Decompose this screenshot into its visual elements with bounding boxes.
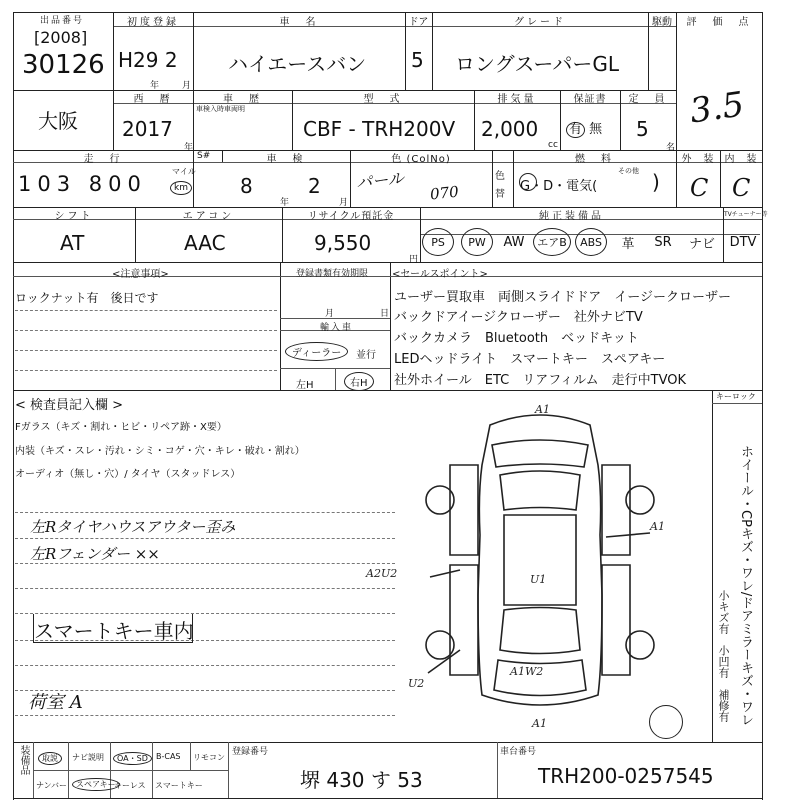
history-note: 車検入時車両明 xyxy=(196,105,245,113)
model-name-label: 車 名 xyxy=(279,17,319,28)
year-unit-2: 年 xyxy=(184,143,194,153)
manual-item: 取説 xyxy=(38,752,62,765)
equip-dtv: DTV xyxy=(729,234,757,250)
hand-note-2: 左Rフェンダー ×× xyxy=(30,545,160,563)
keyless-item: キーレス xyxy=(114,781,146,790)
model-code: CBF - TRH200V xyxy=(303,117,456,141)
shift-label: シフト xyxy=(54,211,94,222)
chassis-label: 車台番号 xyxy=(500,747,537,757)
western-year-label: 西 暦 xyxy=(133,94,173,105)
displacement: 2,000 xyxy=(481,117,539,141)
region: 大阪 xyxy=(38,109,78,133)
rear-window xyxy=(500,608,580,654)
color-hand: パール xyxy=(355,168,405,193)
equip-abs: ABS xyxy=(573,227,609,257)
mileage-label: 走 行 xyxy=(83,154,123,165)
sales-label: <セールスポイント> xyxy=(392,269,488,280)
sales-point: 社外ホイール ETC リアフィルム 走行中TVOK xyxy=(394,373,687,388)
rule-d xyxy=(15,588,395,589)
inspection-line-3: オーディオ（無し・穴）/ タイヤ（スタッドレス） xyxy=(15,469,241,480)
grade-label: グレード xyxy=(514,17,566,28)
score-value: 3.5 xyxy=(687,84,747,132)
color-change: 色替 xyxy=(495,171,505,200)
month-unit-3: 月 xyxy=(339,198,349,208)
tuner-label: TVチューナー等 xyxy=(724,211,768,218)
warranty-label: 保証書 xyxy=(573,94,607,105)
fuel-value: G・D・電気( xyxy=(520,179,598,194)
western-year: 2017 xyxy=(122,117,173,141)
expiry-day: 日 xyxy=(380,309,390,319)
pointer-u2 xyxy=(428,650,460,673)
hood xyxy=(492,440,588,467)
equip-navi: ナビ xyxy=(688,236,715,252)
oa-sd-item: OA・SD xyxy=(113,752,152,765)
parallel: 並行 xyxy=(356,350,376,361)
dealer: ディーラー xyxy=(285,342,348,361)
recycle-value: 9,550 xyxy=(314,231,372,255)
fuel-label: 燃 料 xyxy=(575,154,614,165)
drive-label: 駆動 xyxy=(652,17,672,28)
capacity-unit: 名 xyxy=(666,143,676,153)
rule-g xyxy=(15,665,395,666)
equipment-label: 純正装備品 xyxy=(539,211,604,222)
interior-grade: C xyxy=(732,174,751,202)
roof xyxy=(504,515,576,605)
right-front-side xyxy=(602,465,630,555)
body-outline xyxy=(478,415,602,705)
car-diagram xyxy=(366,403,665,735)
rule-3 xyxy=(15,350,277,351)
sales-point: バックカメラ Bluetooth ベッドキット xyxy=(394,331,639,346)
inspection-year: 8 xyxy=(240,174,253,198)
rule-2 xyxy=(15,330,277,331)
first-reg-value: H29 2 xyxy=(118,48,178,72)
mark-back: A1 xyxy=(532,717,547,730)
exterior-grade: C xyxy=(690,174,709,202)
fuel-g-circle xyxy=(519,173,537,191)
first-reg-label: 初度登録 xyxy=(127,17,179,28)
score-label: 評 価 点 xyxy=(686,17,752,28)
lot-label: 出品番号 xyxy=(40,16,85,26)
lot-prefix: [2008] xyxy=(34,28,88,47)
capacity: 5 xyxy=(636,117,649,141)
fuel-other: その他 xyxy=(618,167,639,175)
mile-label: マイル xyxy=(172,167,196,176)
navi-manual-item: ナビ説明 xyxy=(72,753,104,762)
right-hand: 右H xyxy=(344,372,374,391)
pointer-a2u2 xyxy=(430,570,460,577)
mark-rear: A1W2 xyxy=(510,665,544,678)
number-item: ナンバー xyxy=(36,781,68,790)
mark-left: A2U2 xyxy=(366,567,398,580)
smart-key-note: スマートキー車内 xyxy=(34,619,194,643)
spare-key-item: スペアキー xyxy=(72,778,120,791)
km-label: km xyxy=(170,181,192,195)
key-lock-label: キーロック xyxy=(716,392,756,401)
equip-ps: PS xyxy=(422,227,454,257)
warranty-yes: 有 xyxy=(566,122,585,138)
inspection-label: 車 検 xyxy=(266,154,306,165)
doc-expiry-label: 登録書類有効期限 xyxy=(296,269,369,279)
equip-pw: PW xyxy=(460,227,494,257)
caution-text: ロックナット有 後日です xyxy=(15,291,159,305)
rule-b xyxy=(15,538,395,539)
aircon-label: エアコン xyxy=(182,211,235,222)
windshield xyxy=(500,471,580,510)
shift-value: AT xyxy=(60,231,85,255)
aircon-value: AAC xyxy=(184,231,226,255)
smart-key-box xyxy=(33,614,193,643)
mark-right: A1 xyxy=(650,520,665,533)
sales-point: バックドアイージクローザー 社外ナビTV xyxy=(394,310,643,325)
equip-sr: SR xyxy=(654,234,672,250)
caution-label: <注意事項> xyxy=(112,269,169,280)
doors-value: 5 xyxy=(411,48,424,72)
equip-leather: 革 xyxy=(621,236,635,252)
rule-4 xyxy=(15,370,277,371)
displacement-label: 排気量 xyxy=(497,94,537,105)
smart-key-item: スマートキー xyxy=(155,781,203,790)
month-unit: 月 xyxy=(182,81,192,91)
sales-point: ユーザー買取車 両側スライドドア イージークローザー xyxy=(394,290,731,305)
reg-no: 堺 430 す 53 xyxy=(300,768,423,792)
mileage-value: 103 800 xyxy=(18,172,147,196)
mark-roof: U1 xyxy=(530,573,547,586)
year-unit: 年 xyxy=(150,81,160,91)
fuel-close: ) xyxy=(652,170,660,194)
interior-label: 内 装 xyxy=(724,154,758,165)
model-code-label: 型 式 xyxy=(363,94,403,105)
equip-airbag: エアB xyxy=(533,227,571,257)
inspection-line-2: 内装（キズ・スレ・汚れ・シミ・コゲ・穴・キレ・破れ・割れ） xyxy=(15,446,305,457)
inspection-line-1: Fガラス（キズ・割れ・ヒビ・リペア跡・X要） xyxy=(15,422,227,433)
expiry-month: 月 xyxy=(325,309,335,319)
model-name: ハイエースバン xyxy=(228,52,367,76)
left-front-side xyxy=(450,465,478,555)
cc-unit: cc xyxy=(548,140,558,150)
color-code: 070 xyxy=(429,182,460,204)
color-label: 色 (ColNo) xyxy=(391,154,451,165)
warranty-choice xyxy=(566,118,602,138)
inspection-label: < 検査員記入欄 > xyxy=(15,398,124,413)
mark-front: A1 xyxy=(535,403,550,416)
rule-i xyxy=(15,715,395,716)
lot-number: 30126 xyxy=(22,50,105,80)
rule-a xyxy=(15,512,395,513)
exterior-label: 外 装 xyxy=(681,154,715,165)
sno-label: S# xyxy=(197,151,211,161)
pointer-a1 xyxy=(606,533,650,537)
history-label: 車 歴 xyxy=(223,94,262,105)
left-hand: 左H xyxy=(296,380,314,391)
recycle-label: リサイクル預託金 xyxy=(307,211,395,222)
mark-left-rear: U2 xyxy=(408,677,425,690)
rule-1 xyxy=(15,310,277,311)
remote-item: リモコン xyxy=(193,753,225,762)
reg-no-label: 登録番号 xyxy=(232,747,269,757)
yen-unit: 円 xyxy=(409,255,419,265)
vertical-note-2: 小キズ有 小凹有 補修有 xyxy=(717,590,730,722)
inspection-month: 2 xyxy=(308,174,321,198)
cargo-note: 荷室 A xyxy=(28,692,83,713)
year-unit-3: 年 xyxy=(280,198,290,208)
equip-label: 装備品 xyxy=(18,745,29,775)
equip-aw: AW xyxy=(503,234,525,250)
right-rear-side xyxy=(602,565,630,675)
left-rear-side xyxy=(450,565,478,675)
sales-point: LEDヘッドライト スマートキー スペアキー xyxy=(394,352,666,367)
warranty-no: 無 xyxy=(589,122,603,137)
grade-value: ロングスーパーGL xyxy=(455,52,620,76)
vertical-note: ホイール・CPキズ・ワレ/ドアミラーキズ・ワレ xyxy=(738,445,753,727)
hand-note-1: 左Rタイヤハウスアウター歪み xyxy=(30,518,236,536)
bcas-item: B-CAS xyxy=(156,752,181,761)
capacity-label: 定 員 xyxy=(628,94,668,105)
import-label: 輸入車 xyxy=(320,323,354,333)
chassis-no: TRH200-0257545 xyxy=(538,764,714,788)
doors-label: ドア xyxy=(408,17,429,28)
